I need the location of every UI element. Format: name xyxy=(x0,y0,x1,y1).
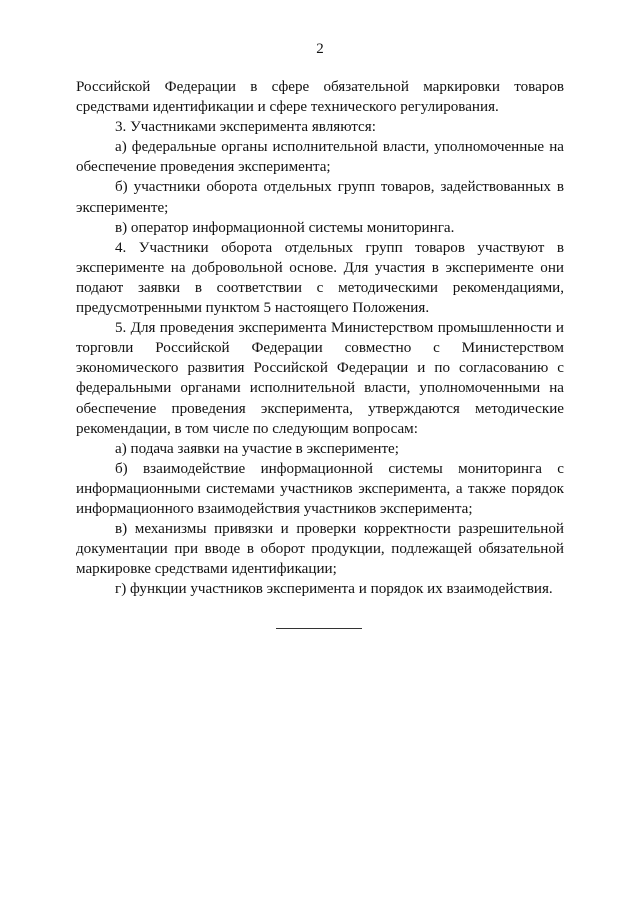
paragraph-continuation: Российской Федерации в сфере обязательной маркировки товаров средствами идентификации и сфере технического регулирования. xyxy=(76,79,564,116)
paragraph-subitem-b: б) взаимодействие информационной системы мониторинга с информационными системами участников эксперимента, а также порядок информационного взаимодействия участников эксперимента; xyxy=(76,460,564,517)
paragraph-subitem-a: а) федеральные органы исполнительной власти, уполномоченные на обеспечение проведения эксперимента; xyxy=(76,139,564,176)
paragraph-item-3: 3. Участниками эксперимента являются: xyxy=(115,119,376,136)
page-number: 2 xyxy=(316,41,324,57)
end-separator-line xyxy=(276,628,362,629)
paragraph-subitem-v: в) механизмы привязки и проверки корректности разрешительной документации при вводе в оборот продукции, подлежащей обязательной маркировке средствами идентификации; xyxy=(76,521,564,578)
paragraph-item-4: 4. Участники оборота отдельных групп товаров участвуют в эксперименте на добровольной основе. Для участия в эксперименте они подают заявки в соответствии с методическими рекомендациями, предусмотренными пунктом 5 настоящего Положения. xyxy=(76,239,564,317)
paragraph-subitem-v: в) оператор информационной системы мониторинга. xyxy=(115,219,455,236)
paragraph-subitem-b: б) участники оборота отдельных групп товаров, задействованных в эксперименте; xyxy=(76,179,564,216)
paragraph-subitem-g: г) функции участников эксперимента и порядок их взаимодействия. xyxy=(115,581,553,598)
paragraph-subitem-a: а) подача заявки на участие в эксперименте; xyxy=(115,440,399,457)
document-body xyxy=(76,77,564,599)
paragraph-item-5: 5. Для проведения эксперимента Министерством промышленности и торговли Российской Федерации совместно с Министерством экономического развития Российской Федерации и по согласованию с федеральными органами исполнительной власти, уполномоченными на обеспечение проведения эксперимента, утверждаются методические рекомендации, в том числе по следующим вопросам: xyxy=(76,320,564,437)
